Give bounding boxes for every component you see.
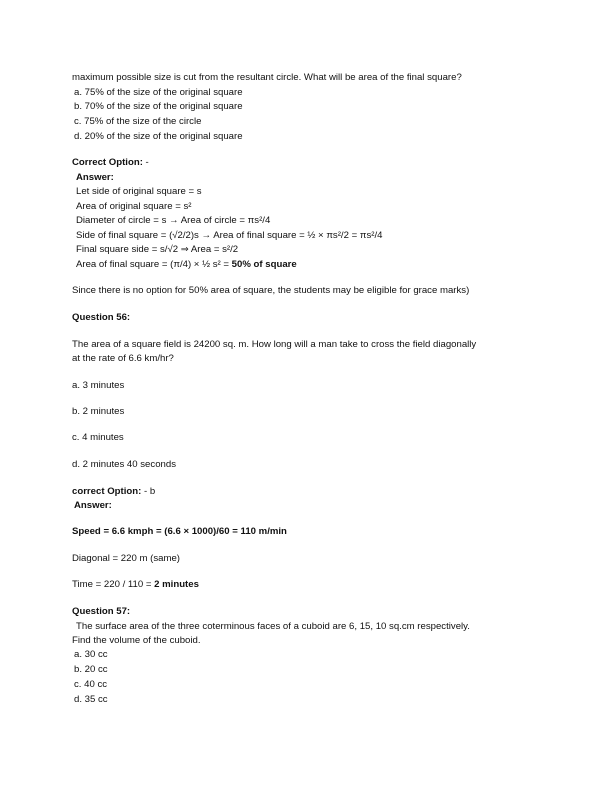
q55-step-5: Final square side = s/√2 ⇒ Area = s²/2 [76,244,239,255]
q55-step-6 [76,259,297,271]
q56-stem-line-2: at the rate of 6.6 km/hr? [72,353,174,364]
q57-stem-line-2: Find the volume of the cuboid. [72,635,201,646]
q56-stem-line-1: The area of a square field is 24200 sq. m. How long will a man take to cross the field diagonally [72,339,477,350]
question-57-heading: Question 57: [72,606,131,617]
q56-diagonal: Diagonal = 220 m (same) [72,553,180,564]
q55-correct-value: - [142,157,149,168]
q57-stem-line-1: The surface area of the three coterminous faces of a cuboid are 6, 15, 10 sq.cm respectively. [76,621,470,632]
q55-grace-note: Since there is no option for 50% area of square, the students may be eligible for grace marks) [72,285,470,296]
q57-option-d: d. 35 cc [74,694,108,705]
q55-step-6-result: 50% of square [231,259,297,270]
q56-option-a: a. 3 minutes [72,380,125,391]
q56-correct-label: correct Option: [72,486,142,497]
q56-time-result: 2 minutes [154,579,199,590]
q55-option-a: a. 75% of the size of the original square [74,87,243,98]
q57-option-a: a. 30 cc [74,649,108,660]
q55-option-d: d. 20% of the size of the original square [74,131,243,142]
q56-answer-label: Answer: [74,500,112,511]
q56-correct-option [72,486,155,498]
q56-correct-value: - b [141,486,156,497]
question-56-heading: Question 56: [72,312,131,323]
q56-option-b: b. 2 minutes [72,406,125,417]
q55-step-2: Area of original square = s² [76,201,192,212]
q57-option-c: c. 40 cc [74,679,108,690]
q57-option-b: b. 20 cc [74,664,108,675]
q55-step-4: Side of final square = (√2/2)s → Area of final square = ½ × πs²/2 = πs²/4 [76,230,383,241]
q55-correct-label: Correct Option: [72,157,143,168]
q56-time-text: Time = 220 / 110 = [72,579,155,590]
q56-time [72,579,199,591]
question-55-stem-end: maximum possible size is cut from the resultant circle. What will be area of the final square? [72,72,462,83]
q56-option-c: c. 4 minutes [72,432,124,443]
q55-step-1: Let side of original square = s [76,186,202,197]
q55-step-6-text: Area of final square = (π/4) × ½ s² = [76,259,232,270]
q55-option-c: c. 75% of the size of the circle [74,116,202,127]
q55-correct-option [72,157,149,169]
q56-speed: Speed = 6.6 kmph = (6.6 × 1000)/60 = 110 m/min [72,526,287,537]
q55-option-b: b. 70% of the size of the original square [74,101,243,112]
q55-step-3: Diameter of circle = s → Area of circle = πs²/4 [76,215,271,226]
q56-option-d: d. 2 minutes 40 seconds [72,459,176,470]
q55-answer-label: Answer: [76,172,114,183]
